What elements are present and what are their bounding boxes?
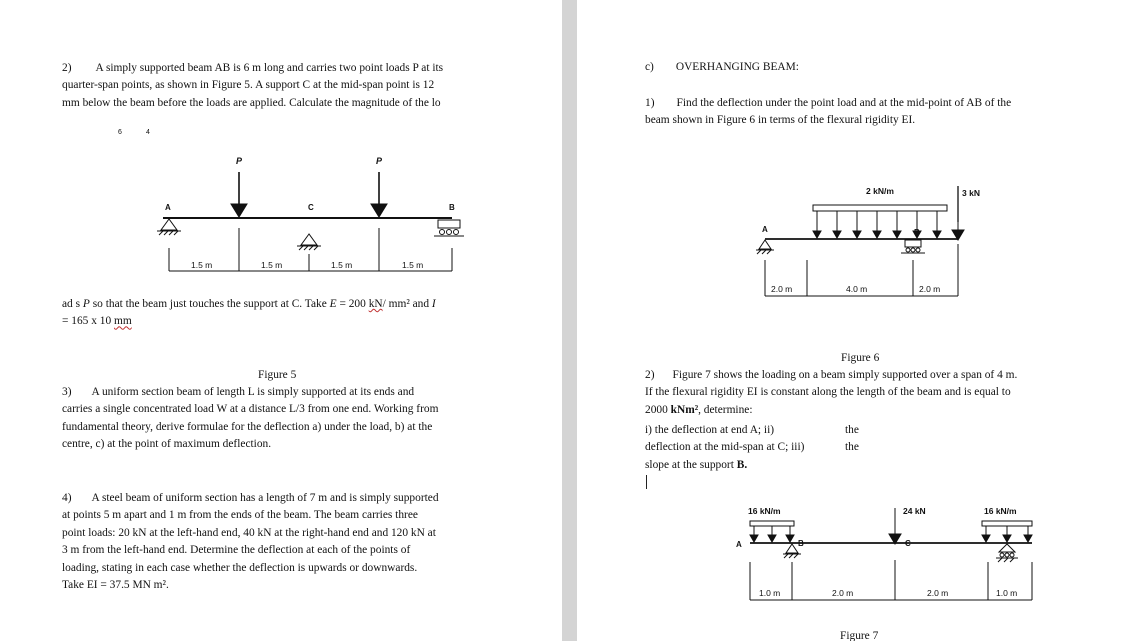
udl-left-label: 16 kN/m (748, 506, 781, 516)
dimension-label: 2.0 m (927, 588, 949, 598)
text-cursor (646, 475, 647, 489)
figure-6-caption: Figure 6 (841, 352, 880, 364)
dimension-label: 4.0 m (846, 284, 868, 294)
dimension-label: 1.0 m (759, 588, 781, 598)
udl-left-block (750, 521, 794, 526)
load-label-p: P (236, 156, 243, 166)
question-3-text: 3) A uniform section beam of length L is simply supported at its ends and carries a single concentrated load W at a distance L/3 from one end. Working from fundamental theory, derive formulae for the deflection a) under the load, b) at the centre, c) at the point of maximum deflection. (62, 386, 439, 451)
udl-arrows (813, 211, 941, 238)
pin-support-a (756, 240, 774, 254)
dimension-label: 1.5 m (402, 260, 424, 270)
load-arrow-head (371, 204, 387, 217)
support-label-b: B (914, 228, 920, 237)
dimension-line (750, 560, 1032, 600)
section-heading: c) OVERHANGING BEAM: (645, 61, 799, 73)
point-load-label: 3 kN (962, 188, 980, 198)
figure-6-diagram (757, 180, 980, 300)
question-4-text: 4) A steel beam of uniform section has a length of 7 m and is simply supported at points 5 m apart and 1 m from the ends of the beam. The beam carries three point loads: 20 kN at the left-hand end, 40 kN at the right-hand end and 120 kN at 3 m from the left-hand end. Determine the deflection at each of the points of loading, stating in each case whether the deflection is upwards or downwards. Take EI = 37.5 MN m². (62, 492, 439, 592)
question-1-text: 1) Find the deflection under the point load and at the mid-point of AB of the beam shown in Figure 6 in terms of the flexural rigidity EI. (645, 97, 1012, 127)
udl-left-arrows (750, 526, 794, 542)
question-2-continued: ad s P so that the beam just touches the support at C. Take E = 200 kN/ mm² and I = 165 x 10 mm (62, 298, 436, 328)
figure-7-diagram (732, 500, 1042, 638)
load-label-p: P (376, 156, 383, 166)
document-page-left[interactable] (0, 0, 562, 641)
udl-right-block (982, 521, 1032, 526)
pin-support-c (297, 234, 321, 250)
dimension-label: 1.5 m (331, 260, 353, 270)
document-page-right[interactable] (577, 0, 1139, 641)
roller-support-d (996, 544, 1018, 562)
question-2-items: i) the deflection at end A; ii) the deflection at the mid-span at C; iii) the slope at the support B. (645, 424, 859, 471)
udl-label: 2 kN/m (866, 186, 894, 196)
point-label-c: C (905, 539, 911, 548)
figure-5-diagram (150, 150, 470, 285)
dimension-label: 2.0 m (771, 284, 793, 294)
roller-support-b (434, 220, 464, 236)
pin-support-a (157, 219, 181, 235)
udl-right-label: 16 kN/m (984, 506, 1017, 516)
dimension-label: 1.0 m (996, 588, 1018, 598)
roller-support-b (901, 240, 925, 253)
support-label-b: B (449, 203, 455, 212)
dimension-label: 2.0 m (919, 284, 941, 294)
dimension-label: 2.0 m (832, 588, 854, 598)
point-label-b: B (798, 539, 804, 548)
point-label-a: A (736, 540, 742, 549)
question-2-text: 2) A simply supported beam AB is 6 m long and carries two point loads P at its quarter-span points, as shown in Figure 5. A support C at the mid-span point is 12 mm below the beam before the loads are applied. Calculate the magnitude of the lo (62, 62, 444, 109)
support-label-a: A (165, 203, 171, 212)
support-label-a: A (762, 225, 768, 234)
udl-block (813, 205, 947, 211)
question-2-text-right: 2) Figure 7 shows the loading on a beam simply supported over a span of 4 m. If the flexural rigidity EI is constant along the length of the beam and is equal to 2000 kNm², determine: (645, 369, 1018, 416)
stray-digit: 4 (146, 129, 150, 136)
figure-7-caption: Figure 7 (840, 630, 879, 641)
figure-5-caption: Figure 5 (258, 369, 297, 381)
point-load-label: 24 kN (903, 506, 926, 516)
load-arrow-head (231, 204, 247, 217)
dimension-label: 1.5 m (261, 260, 283, 270)
page-gap (562, 0, 577, 641)
stray-digit: 6 (118, 129, 122, 136)
udl-right-arrows (982, 526, 1032, 542)
support-label-c: C (308, 203, 314, 212)
point-load-arrow (889, 508, 901, 544)
dimension-label: 1.5 m (191, 260, 213, 270)
point-load-arrow (952, 222, 964, 240)
